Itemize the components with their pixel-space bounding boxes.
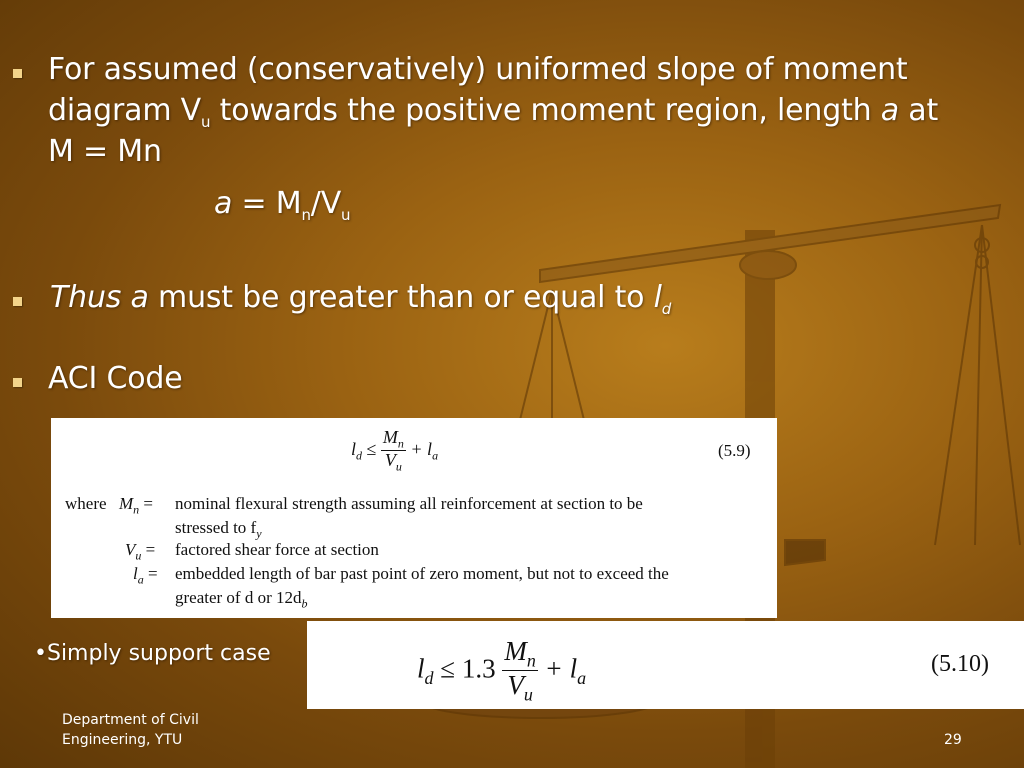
eq59-lhs-sub: d xyxy=(356,448,363,463)
def-row-mn xyxy=(65,494,107,514)
simply-support-label xyxy=(34,641,271,666)
bullet-3-text: ACI Code xyxy=(48,361,183,396)
eq510-num: M xyxy=(504,636,527,666)
equation-5-10 xyxy=(417,637,586,705)
bullet-1-text-c: towards the positive moment region, length xyxy=(210,93,881,128)
bullet-1-line-1 xyxy=(48,52,907,87)
subscript-u: u xyxy=(201,113,211,131)
bullet-marker xyxy=(13,69,22,78)
eq510-plus-sub: a xyxy=(577,667,587,688)
variable-a: a xyxy=(880,93,899,128)
formula-a-lhs: a xyxy=(214,186,233,221)
where-label: where xyxy=(65,494,107,513)
def-row-mn-desc xyxy=(175,494,643,514)
def-fy-sub: y xyxy=(256,526,262,541)
bullet-2 xyxy=(50,280,671,318)
formula-a-sub-u: u xyxy=(341,206,351,224)
page-number: 29 xyxy=(944,732,962,748)
eq510-plus: + l xyxy=(544,653,578,684)
eq59-num: M xyxy=(382,427,398,447)
def-la-sub: a xyxy=(137,572,144,587)
equation-5-10-image xyxy=(307,621,1024,709)
eq59-plus: + l xyxy=(410,439,433,460)
def-mn-sub: n xyxy=(133,502,140,517)
eq59-den: V xyxy=(384,450,396,471)
def-row-mn-symbol: $M_n$ = xyxy=(119,494,154,517)
bullet-marker xyxy=(13,297,22,306)
formula-a-eq: = M xyxy=(232,186,302,221)
eq510-fraction xyxy=(502,637,538,705)
bullet-marker xyxy=(13,378,22,387)
footer-dept-line-2: Engineering, YTU xyxy=(62,732,183,748)
formula-a xyxy=(214,186,350,224)
bullet-2-italic: Thus a xyxy=(50,280,149,315)
def-row-la-desc xyxy=(175,564,669,584)
bullet-1-line-2 xyxy=(48,93,938,131)
def-vu-desc: factored shear force at section xyxy=(175,540,379,559)
formula-a-slash: /V xyxy=(310,186,342,221)
eq510-den: V xyxy=(507,670,524,701)
simply-support-text: •Simply support case xyxy=(34,641,271,666)
footer-dept-line-1: Department of Civil xyxy=(62,712,199,728)
eq59-rel: ≤ xyxy=(366,439,377,460)
def-row-la: $l_a$ = xyxy=(133,564,158,587)
variable-l: l xyxy=(653,280,662,315)
bullet-1-text-a: For assumed (conservatively) uniformed slope of moment xyxy=(48,52,908,87)
def-row-vu-desc xyxy=(175,540,379,560)
bullet-1-text-e: M = Mn xyxy=(48,134,162,169)
bullet-1-text-b: diagram V xyxy=(48,93,202,128)
def-mn-sym: M xyxy=(119,494,134,513)
eq59-den-sub: u xyxy=(395,459,402,474)
footer-department xyxy=(62,710,199,750)
def-mn-desc: nominal flexural strength assuming all reinforcement at section to be xyxy=(175,494,643,513)
def-db-sub: b xyxy=(301,596,308,611)
eq59-lhs: l xyxy=(351,439,357,460)
bullet-1-text-d: at xyxy=(898,93,939,128)
bullet-1-line-3 xyxy=(48,134,162,169)
eq510-lhs: l xyxy=(417,653,425,684)
def-vu-sub: u xyxy=(135,548,142,563)
eq510-den-sub: u xyxy=(523,684,533,705)
subscript-d: d xyxy=(661,300,672,318)
eq59-num-sub: n xyxy=(397,436,404,451)
def-la-sym: l xyxy=(133,564,138,583)
def-la-desc-2: greater of d or 12d xyxy=(175,588,302,607)
formula-a-sub-n: n xyxy=(301,206,311,224)
equation-5-9 xyxy=(351,428,438,474)
def-row-vu: $V_u$ = xyxy=(125,540,156,563)
def-vu-sym: V xyxy=(125,540,136,559)
eq59-plus-sub: a xyxy=(432,448,439,463)
def-row-mn-desc-2 xyxy=(175,518,262,541)
equation-number-5-9: (5.9) xyxy=(718,441,751,460)
bullet-2-text: must be greater than or equal to xyxy=(148,280,654,315)
eq510-num-sub: n xyxy=(526,650,536,671)
equation-number-5-10: (5.10) xyxy=(931,651,989,677)
def-la-desc: embedded length of bar past point of zero moment, but not to exceed the xyxy=(175,564,669,583)
def-row-la-desc-2 xyxy=(175,588,308,611)
equation-5-9-image xyxy=(51,418,777,618)
bullet-3 xyxy=(48,361,183,396)
eq59-fraction xyxy=(381,428,406,474)
def-mn-desc-2: stressed to f xyxy=(175,518,257,537)
eq510-lhs-sub: d xyxy=(424,667,434,688)
eq510-rel: ≤ 1.3 xyxy=(440,653,496,684)
